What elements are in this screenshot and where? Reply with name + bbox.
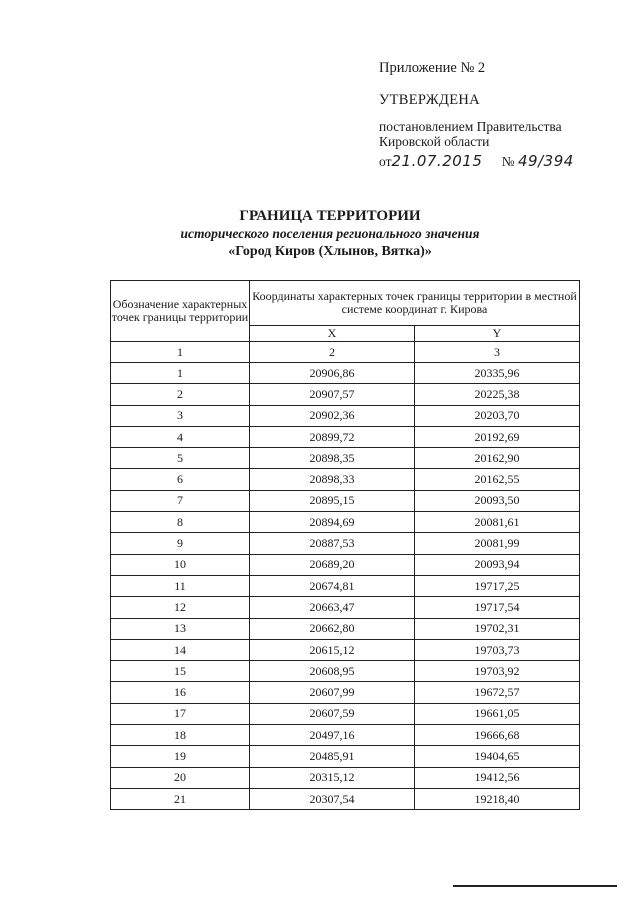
table-row	[111, 512, 580, 533]
y-coordinate-cell: 20203,70	[414, 405, 579, 426]
y-coordinate-cell: 19666,68	[414, 725, 579, 746]
table-row	[111, 490, 580, 511]
table-body	[111, 363, 580, 810]
x-coordinate-cell: 20689,20	[250, 554, 415, 575]
point-number-cell: 13	[111, 618, 250, 639]
point-number-cell: 1	[111, 363, 250, 384]
coordinates-table	[110, 280, 580, 810]
y-coordinate-cell: 20093,50	[414, 490, 579, 511]
header-coordinates: Координаты характерных точек границы территории в местной системе координат г. Кирова	[250, 281, 580, 326]
bottom-rule	[453, 885, 617, 887]
table-row	[111, 682, 580, 703]
point-number-cell: 18	[111, 725, 250, 746]
approved-stamp-text: УТВЕРЖДЕНА	[379, 92, 480, 108]
point-number-cell: 15	[111, 661, 250, 682]
point-number-cell: 3	[111, 405, 250, 426]
decree-line-2: Кировской области	[379, 134, 490, 149]
point-number-cell: 6	[111, 469, 250, 490]
x-coordinate-cell: 20315,12	[250, 767, 415, 788]
x-coordinate-cell: 20894,69	[250, 512, 415, 533]
header-x: X	[250, 325, 415, 341]
table-row	[111, 703, 580, 724]
table-row	[111, 448, 580, 469]
y-coordinate-cell: 19412,56	[414, 767, 579, 788]
x-coordinate-cell: 20907,57	[250, 384, 415, 405]
table-row	[111, 533, 580, 554]
column-number: 3	[414, 342, 579, 363]
table-row	[111, 767, 580, 788]
y-coordinate-cell: 19717,54	[414, 597, 579, 618]
table-row	[111, 661, 580, 682]
point-number-cell: 4	[111, 426, 250, 447]
table-row	[111, 725, 580, 746]
x-coordinate-cell: 20607,59	[250, 703, 415, 724]
x-coordinate-cell: 20485,91	[250, 746, 415, 767]
x-coordinate-cell: 20898,33	[250, 469, 415, 490]
document-subtitle: исторического поселения регионального значения	[180, 226, 480, 241]
y-coordinate-cell: 19218,40	[414, 788, 579, 809]
point-number-cell: 20	[111, 767, 250, 788]
y-coordinate-cell: 20093,94	[414, 554, 579, 575]
table-row	[111, 384, 580, 405]
x-coordinate-cell: 20307,54	[250, 788, 415, 809]
y-coordinate-cell: 20225,38	[414, 384, 579, 405]
y-coordinate-cell: 20081,99	[414, 533, 579, 554]
x-coordinate-cell: 20663,47	[250, 597, 415, 618]
y-coordinate-cell: 19404,65	[414, 746, 579, 767]
table-row	[111, 639, 580, 660]
table-row	[111, 575, 580, 596]
point-number-cell: 9	[111, 533, 250, 554]
x-coordinate-cell: 20607,99	[250, 682, 415, 703]
table-row	[111, 788, 580, 809]
x-coordinate-cell: 20887,53	[250, 533, 415, 554]
x-coordinate-cell: 20906,86	[250, 363, 415, 384]
point-number-cell: 19	[111, 746, 250, 767]
document-subtitle-city: «Город Киров (Хлынов, Вятка)»	[228, 244, 432, 259]
point-number-cell: 5	[111, 448, 250, 469]
appendix-label: Приложение № 2	[379, 60, 486, 76]
y-coordinate-cell: 20162,55	[414, 469, 579, 490]
y-coordinate-cell: 19661,05	[414, 703, 579, 724]
point-number-cell: 2	[111, 384, 250, 405]
point-number-cell: 16	[111, 682, 250, 703]
point-number-cell: 7	[111, 490, 250, 511]
x-coordinate-cell: 20899,72	[250, 426, 415, 447]
x-coordinate-cell: 20615,12	[250, 639, 415, 660]
y-coordinate-cell: 19672,57	[414, 682, 579, 703]
y-coordinate-cell: 19703,92	[414, 661, 579, 682]
y-coordinate-cell: 19702,31	[414, 618, 579, 639]
x-coordinate-cell: 20674,81	[250, 575, 415, 596]
table-row	[111, 469, 580, 490]
point-number-cell: 10	[111, 554, 250, 575]
decree-date-row	[379, 152, 574, 170]
table-row	[111, 405, 580, 426]
y-coordinate-cell: 19703,73	[414, 639, 579, 660]
decree-text	[379, 119, 562, 149]
x-coordinate-cell: 20608,95	[250, 661, 415, 682]
y-coordinate-cell: 19717,25	[414, 575, 579, 596]
table-row	[111, 363, 580, 384]
x-coordinate-cell: 20497,16	[250, 725, 415, 746]
date-prefix: от	[379, 154, 392, 169]
point-number-cell: 8	[111, 512, 250, 533]
table-row	[111, 597, 580, 618]
x-coordinate-cell: 20898,35	[250, 448, 415, 469]
point-number-cell: 21	[111, 788, 250, 809]
table-row	[111, 554, 580, 575]
column-number: 2	[250, 342, 415, 363]
decree-line-1: постановлением Правительства	[379, 119, 562, 134]
handwritten-number: 49/394	[518, 152, 574, 170]
x-coordinate-cell: 20902,36	[250, 405, 415, 426]
handwritten-date: 21.07.2015	[391, 152, 483, 170]
point-number-cell: 14	[111, 639, 250, 660]
y-coordinate-cell: 20335,96	[414, 363, 579, 384]
x-coordinate-cell: 20895,15	[250, 490, 415, 511]
number-label: №	[501, 154, 515, 169]
point-number-cell: 12	[111, 597, 250, 618]
header-designation: Обозначение характерных точек границы территории	[111, 281, 250, 342]
table-row	[111, 746, 580, 767]
table-row	[111, 618, 580, 639]
document-title: ГРАНИЦА ТЕРРИТОРИИ	[239, 208, 421, 224]
column-number: 1	[111, 342, 250, 363]
y-coordinate-cell: 20081,61	[414, 512, 579, 533]
header-y: Y	[414, 325, 579, 341]
x-coordinate-cell: 20662,80	[250, 618, 415, 639]
table-row	[111, 426, 580, 447]
point-number-cell: 17	[111, 703, 250, 724]
point-number-cell: 11	[111, 575, 250, 596]
y-coordinate-cell: 20192,69	[414, 426, 579, 447]
y-coordinate-cell: 20162,90	[414, 448, 579, 469]
